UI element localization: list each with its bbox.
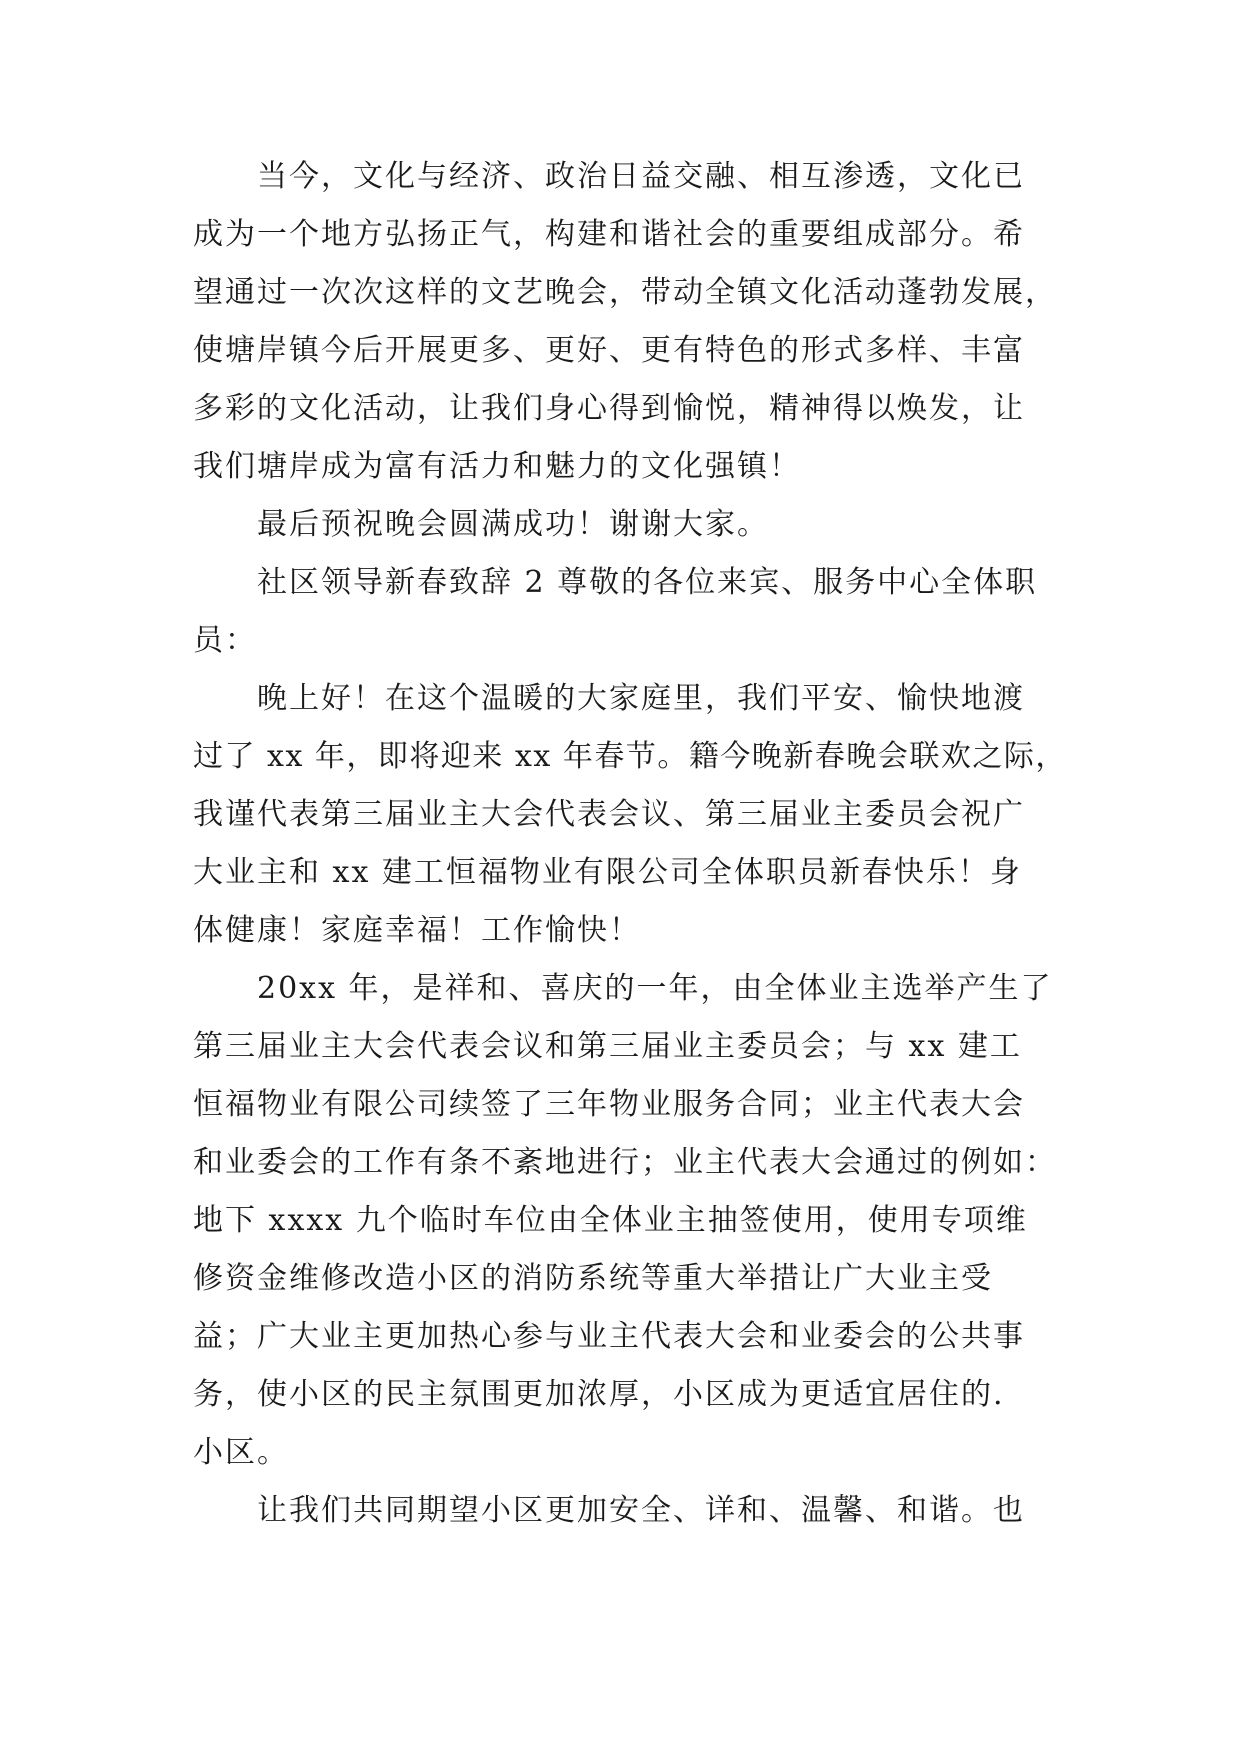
text-line: 成为一个地方弘扬正气，构建和谐社会的重要组成部分。希	[193, 217, 1025, 252]
text-line: 我谨代表第三届业主大会代表会议、第三届业主委员会祝广	[193, 797, 1025, 832]
text-line: 我们塘岸成为富有活力和魅力的文化强镇！	[193, 449, 801, 484]
text-line: 地下 xxxx 九个临时车位由全体业主抽签使用，使用专项维	[193, 1203, 1028, 1238]
document-body	[193, 148, 1078, 1540]
text-line: 员：	[193, 623, 257, 658]
text-line: 恒福物业有限公司续签了三年物业服务合同；业主代表大会	[193, 1087, 1025, 1122]
text-line: 修资金维修改造小区的消防系统等重大举措让广大业主受	[193, 1261, 993, 1296]
text-line: 社区领导新春致辞 2 尊敬的各位来宾、服务中心全体职	[257, 565, 1038, 600]
text-line: 体健康！家庭幸福！工作愉快！	[193, 913, 641, 948]
text-line: 望通过一次次这样的文艺晚会，带动全镇文化活动蓬勃发展，	[193, 275, 1057, 310]
text-line: 务，使小区的民主氛围更加浓厚，小区成为更适宜居住的.	[193, 1377, 1005, 1412]
text-line: 和业委会的工作有条不紊地进行；业主代表大会通过的例如：	[193, 1145, 1057, 1180]
text-line: 晚上好！在这个温暖的大家庭里，我们平安、愉快地渡	[257, 681, 1025, 716]
text-line: 第三届业主大会代表会议和第三届业主委员会；与 xx 建工	[193, 1029, 1022, 1064]
text-line: 过了 xx 年，即将迎来 xx 年春节。籍今晚新春晚会联欢之际，	[193, 739, 1067, 774]
text-line: 大业主和 xx 建工恒福物业有限公司全体职员新春快乐！身	[193, 855, 1022, 890]
text-line: 多彩的文化活动，让我们身心得到愉悦，精神得以焕发，让	[193, 391, 1025, 426]
text-line: 最后预祝晚会圆满成功！谢谢大家。	[257, 507, 769, 542]
text-line: 当今，文化与经济、政治日益交融、相互渗透，文化已	[257, 159, 1025, 194]
text-line: 小区。	[193, 1435, 289, 1470]
text-line: 20xx 年，是祥和、喜庆的一年，由全体业主选举产生了	[257, 971, 1053, 1006]
text-line: 使塘岸镇今后开展更多、更好、更有特色的形式多样、丰富	[193, 333, 1025, 368]
text-line: 让我们共同期望小区更加安全、详和、温馨、和谐。也	[257, 1493, 1025, 1528]
text-line: 益；广大业主更加热心参与业主代表大会和业委会的公共事	[193, 1319, 1025, 1354]
